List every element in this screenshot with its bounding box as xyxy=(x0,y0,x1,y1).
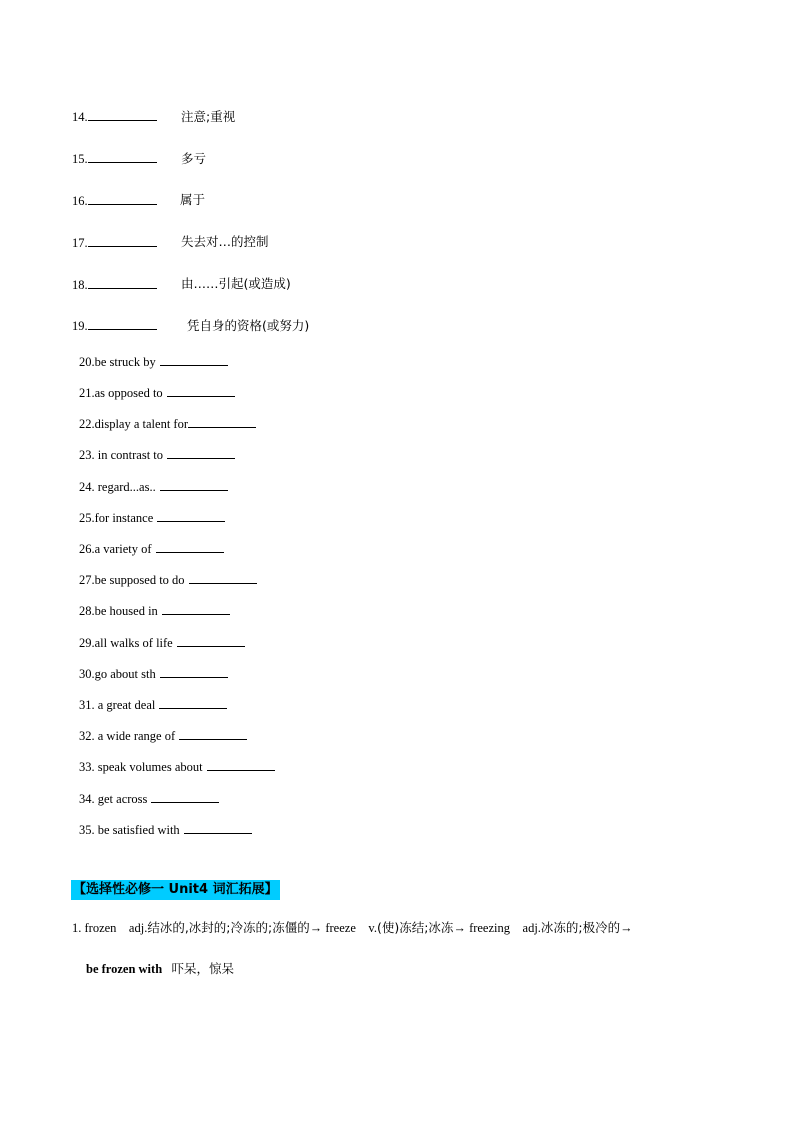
phrase-text: 27.be supposed to do xyxy=(79,573,185,587)
list-item xyxy=(79,571,257,588)
answer-blank[interactable] xyxy=(88,108,157,121)
list-item xyxy=(79,353,228,370)
phrase-text: 20.be struck by xyxy=(79,355,156,369)
vocab-meaning: 结冰的,冰封的;冷冻的;冻僵的 xyxy=(147,920,310,935)
related-pos: adj. xyxy=(522,921,541,935)
list-item xyxy=(79,446,235,463)
vocab-phrase-row xyxy=(86,961,234,977)
arrow-icon: → xyxy=(453,921,466,935)
related-word: freeze xyxy=(325,921,356,935)
list-item xyxy=(79,602,230,619)
item-number: 18. xyxy=(72,278,88,292)
phrase-text: 21.as opposed to xyxy=(79,386,163,400)
list-item xyxy=(72,108,157,125)
item-meaning: 凭自身的资格(或努力) xyxy=(187,318,310,333)
list-item xyxy=(79,384,235,401)
answer-blank[interactable] xyxy=(207,758,275,771)
vocab-word: 1. frozen xyxy=(72,921,117,935)
arrow-icon: → xyxy=(309,921,323,935)
item-meaning: 失去对…的控制 xyxy=(181,234,269,249)
answer-blank[interactable] xyxy=(88,192,157,205)
phrase-text: 35. be satisfied with xyxy=(79,823,180,837)
list-item xyxy=(79,790,219,807)
list-item xyxy=(79,509,225,526)
list-item xyxy=(72,192,157,209)
list-item xyxy=(79,634,245,651)
answer-blank[interactable] xyxy=(160,478,228,491)
vocab-phrase-meaning: 吓呆，惊呆 xyxy=(171,961,235,976)
related-meaning: 冰冻的;极冷的 xyxy=(540,920,621,935)
list-item xyxy=(79,821,252,838)
answer-blank[interactable] xyxy=(162,602,230,615)
answer-blank[interactable] xyxy=(159,696,227,709)
list-item xyxy=(79,540,224,557)
answer-blank[interactable] xyxy=(151,790,219,803)
answer-blank[interactable] xyxy=(156,540,224,553)
phrase-text: 26.a variety of xyxy=(79,542,152,556)
answer-blank[interactable] xyxy=(179,727,247,740)
vocab-entry xyxy=(72,920,633,936)
phrase-text: 31. a great deal xyxy=(79,698,156,712)
list-item xyxy=(72,234,157,251)
answer-blank[interactable] xyxy=(88,234,157,247)
phrase-text: 33. speak volumes about xyxy=(79,760,203,774)
phrase-text: 32. a wide range of xyxy=(79,729,176,743)
related-pos: v. xyxy=(368,921,377,935)
item-number: 15. xyxy=(72,152,88,166)
list-item xyxy=(79,478,228,495)
section-heading: 【选择性必修一 Unit4 词汇拓展】 xyxy=(71,880,280,900)
answer-blank[interactable] xyxy=(157,509,225,522)
list-item xyxy=(72,150,157,167)
answer-blank[interactable] xyxy=(88,150,157,163)
list-item xyxy=(72,317,157,334)
phrase-text: 34. get across xyxy=(79,792,148,806)
item-number: 16. xyxy=(72,194,88,208)
answer-blank[interactable] xyxy=(160,353,228,366)
item-meaning: 注意;重视 xyxy=(181,109,236,124)
item-number: 14. xyxy=(72,110,88,124)
answer-blank[interactable] xyxy=(167,446,235,459)
phrase-text: 29.all walks of life xyxy=(79,636,173,650)
answer-blank[interactable] xyxy=(189,571,257,584)
answer-blank[interactable] xyxy=(177,634,245,647)
phrase-text: 30.go about sth xyxy=(79,667,156,681)
answer-blank[interactable] xyxy=(160,665,228,678)
list-item xyxy=(79,665,228,682)
item-meaning: 由……引起(或造成) xyxy=(181,276,291,291)
item-meaning: 多亏 xyxy=(181,151,207,166)
list-item xyxy=(79,415,256,432)
related-word: freezing xyxy=(469,921,511,935)
answer-blank[interactable] xyxy=(184,821,252,834)
item-number: 17. xyxy=(72,236,88,250)
related-meaning: (使)冻结;冰冻 xyxy=(376,920,454,935)
item-number: 19. xyxy=(72,319,88,333)
phrase-text: 23. in contrast to xyxy=(79,448,164,462)
answer-blank[interactable] xyxy=(88,317,157,330)
phrase-text: 25.for instance xyxy=(79,511,154,525)
arrow-icon: → xyxy=(620,921,633,935)
vocab-pos: adj. xyxy=(128,921,148,935)
answer-blank[interactable] xyxy=(167,384,235,397)
list-item xyxy=(79,696,227,713)
answer-blank[interactable] xyxy=(88,276,157,289)
phrase-text: 24. regard...as.. xyxy=(79,480,156,494)
list-item xyxy=(72,276,157,293)
list-item xyxy=(79,758,275,775)
list-item xyxy=(79,727,247,744)
vocab-phrase: be frozen with xyxy=(86,962,163,976)
phrase-text: 22.display a talent for xyxy=(79,417,188,431)
item-meaning: 属于 xyxy=(180,192,206,207)
phrase-text: 28.be housed in xyxy=(79,604,158,618)
answer-blank[interactable] xyxy=(188,415,256,428)
